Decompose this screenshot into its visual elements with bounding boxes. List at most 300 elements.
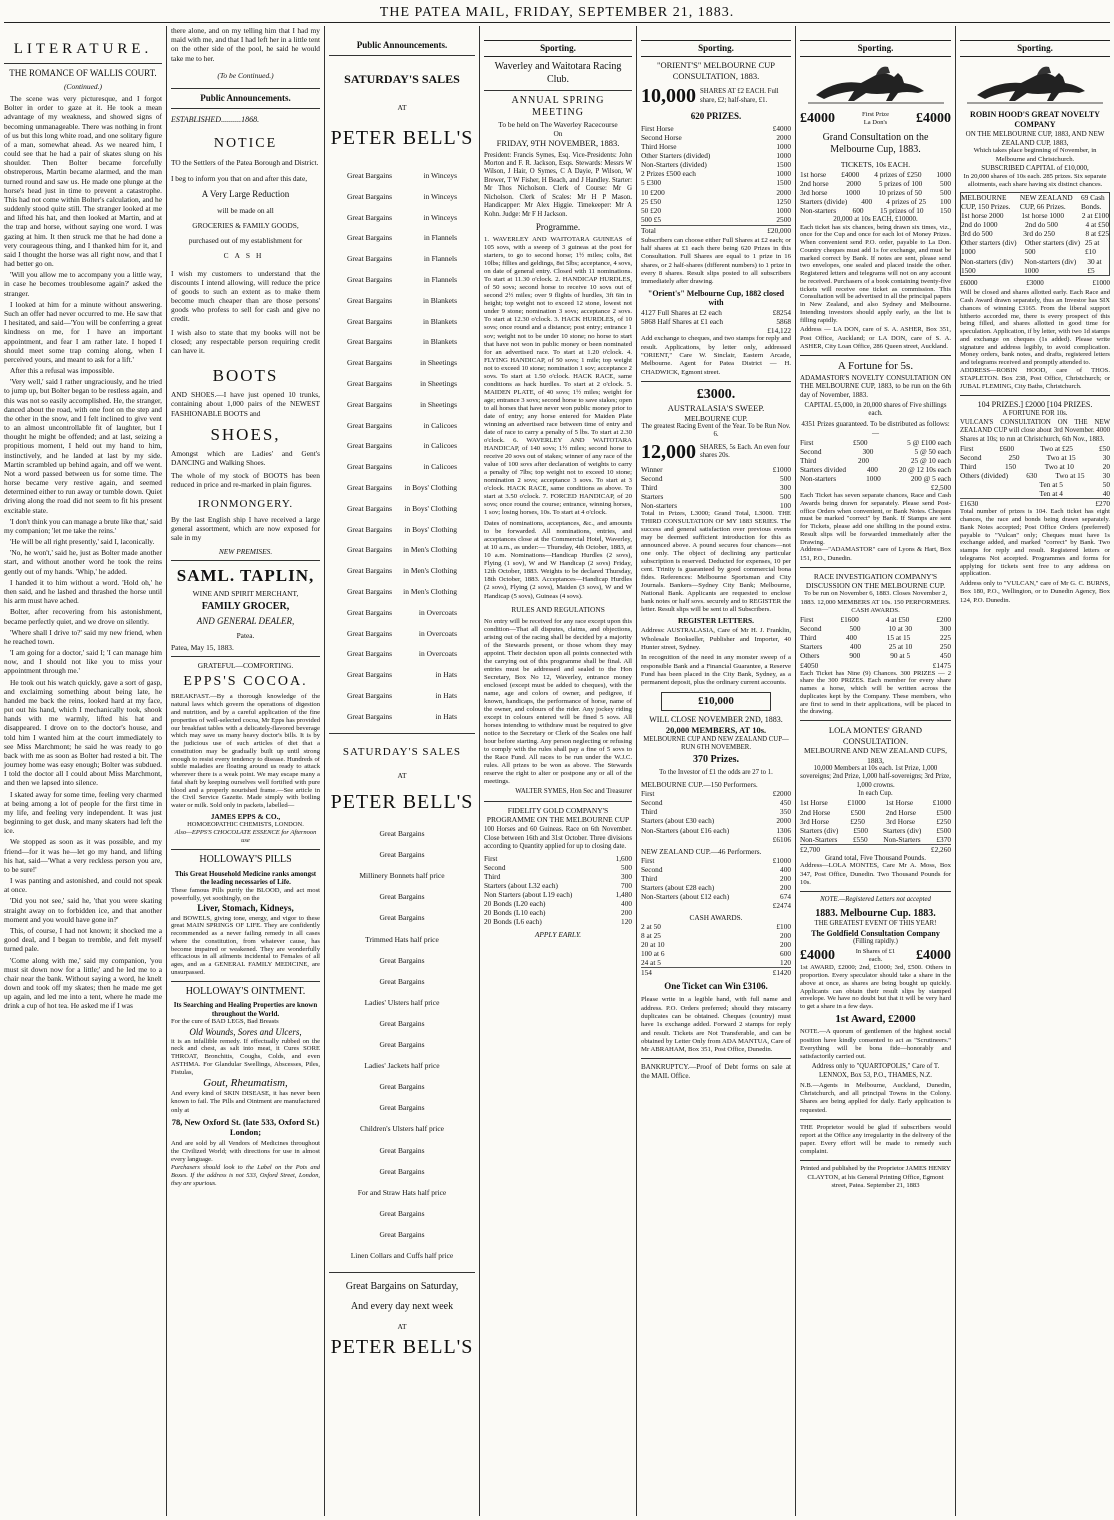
australasia-shares-text: SHARES, 5s Each. An even four shares 20s. [700, 443, 790, 460]
table-row [960, 444, 1110, 453]
table-cell: 1st Horse [885, 798, 914, 808]
bargain-row [329, 525, 475, 534]
table-row [484, 917, 632, 926]
table-cell: First [800, 437, 814, 447]
table-cell: 100 [780, 500, 791, 510]
mc-total: £6106 [772, 834, 791, 844]
table-cell: 600 [852, 205, 864, 215]
bargain-row [329, 712, 475, 721]
table-cell: 5 @ £100 each [907, 437, 951, 447]
table-cell: 1306 [776, 825, 791, 835]
paragraph: I skated away for some time, feeling very charmed at being among a lot of people for the first time in my life, and feeling very independent. It was just beginning to get dusk, and many skaters had left the ice. [4, 789, 162, 836]
bargain-cell: in Boys' Clothing [404, 482, 457, 492]
holloway-ointment-heading: HOLLOWAY'S OINTMENT. [185, 985, 306, 997]
greatest-line: THE GREATEST EVENT OF THIS YEAR! [814, 920, 937, 928]
table-cell: 2nd horse [800, 178, 829, 188]
table-cell: 15 prizes of 10 [879, 205, 924, 215]
label: 154 [641, 968, 652, 978]
table-row [484, 908, 632, 917]
table-row [961, 238, 1109, 256]
bargain-row [329, 504, 475, 513]
vulcan-table [960, 444, 1110, 498]
lola-sub: MELBOURNE AND NEW ZEALAND CUPS, 1883, [804, 746, 947, 765]
boots-text: AND SHOES.—I have just opened 10 trunks, containing about 1,000 pairs of the NEWEST FASHIONABLE BOOTS and [171, 390, 320, 418]
bargain-row: Great Bargains [379, 1018, 425, 1028]
cash-title: CASH AWARDS. [689, 912, 743, 922]
bargain-cell: in Blankets [423, 337, 457, 347]
bargain-cell: Great Bargains [347, 711, 393, 721]
bargain-row [329, 317, 475, 326]
vulcan-totals [960, 498, 1110, 508]
table-row [961, 211, 1109, 220]
value: £1420 [772, 968, 791, 978]
table-cell: Second [641, 864, 663, 874]
bargain-cell: Great Bargains [347, 586, 393, 596]
fortune-line: A FORTUNE FOR 10s. [1002, 410, 1068, 418]
table-cell: First [641, 789, 655, 799]
epps-heading: EPPS'S COCOA. [183, 674, 308, 690]
racehorse-icon [965, 61, 1105, 107]
table-cell: 200 [621, 907, 632, 917]
table-cell: £600 [999, 444, 1015, 454]
table-row [641, 124, 791, 133]
investor-line: To the Investor of £1 the odds are 27 to 1. [659, 768, 773, 776]
table-cell: NEW ZEALAND CUP, 66 Prizes. [1019, 193, 1073, 212]
table-cell: Ten at 4 [1039, 489, 1063, 499]
bargain-row: Great Bargains [379, 892, 425, 902]
table-row [800, 465, 951, 474]
mc-title: MELBOURNE CUP.—150 Performers. [641, 780, 758, 790]
table-cell: £200 [936, 615, 951, 625]
table-row [641, 892, 791, 901]
divider [800, 567, 951, 568]
orient-shares-text: SHARES AT £2 EACH. Full share, £2; half-share, £1. [700, 88, 779, 104]
reduction-sub: will be made on all [217, 205, 274, 215]
bargain-row: Trimmed Hats half price [365, 934, 439, 944]
table-row [641, 178, 791, 187]
table-cell: 24 at 5 [641, 958, 661, 968]
bargain-cell: in Men's Clothing [403, 586, 457, 596]
race-investigation-heading: RACE INVESTIGATION COMPANY'S DISCUSSION ON THE MELBOURNE CUP. [805, 571, 946, 591]
bargain-row [329, 358, 475, 367]
mc-table [641, 789, 791, 834]
table-cell: £370 [936, 834, 951, 844]
boots-heading: BOOTS [212, 366, 279, 386]
bargain-cell: in Winceys [423, 191, 457, 201]
table-row [960, 462, 1110, 471]
bargain-cell: in Calicoes [423, 441, 457, 451]
orient-title: "ORIENT'S" MELBOURNE CUP CONSULTATION, 1883. [656, 60, 776, 81]
table-cell: £8254 [772, 308, 791, 318]
table-row [641, 958, 791, 967]
orient-text: Subscribers can choose either Full Shares at £2 each; or half shares at £1 each there being 620 Prizes in this Consultation. Full Shares are equal to 1 prize in 16 shares, or 2 half-shares (different numbers) to 1 prize in every 8 shares. Result slips posted to all subscribers immediately after drawing. [641, 236, 791, 286]
table-row [800, 624, 951, 633]
table-cell: 1000 [866, 473, 881, 483]
one-ticket: One Ticket can Win £3106. [664, 981, 768, 992]
bargain-cell: Great Bargains [347, 233, 393, 243]
at-line: AT [397, 1321, 407, 1331]
bargain-row [329, 421, 475, 430]
table-row [800, 447, 951, 456]
vulcan-info: Total number of prizes is 104. Each ticket has eight chances, the race and bonds being drawn separately. Bank Notes accepted; Post Office Orders (preferred) payable to "Vulcan" only; Cheques must have 1s exchange added, and marked "correct" by Bank. Two stamps for reply and result. Registered letters or telegrams Not accepted. Programmes and forms for applying for tickets sent free to any address on application. [960, 508, 1110, 578]
table-cell: Starters [800, 642, 823, 652]
ironmongery-text: By the last English ship I have received a large general assortment, which are now exposed for sale in my [171, 515, 320, 543]
mc1883-heading: 1883. Melbourne Cup. 1883. [815, 907, 936, 919]
story-title: THE ROMANCE OF WALLIS COURT. [9, 67, 157, 78]
value: £270 [1095, 499, 1110, 509]
table-cell: Non-Starters (divided) [641, 160, 707, 170]
table-row [641, 133, 791, 142]
table-row [641, 826, 791, 835]
table-cell: 100 at 6 [641, 949, 665, 959]
bargain-row: Great Bargains [379, 976, 425, 986]
bargain-cell: Great Bargains [347, 607, 393, 617]
bargain-row: Great Bargains [379, 1040, 425, 1050]
bargain-row [329, 649, 475, 658]
table-cell: 1,600 [615, 853, 632, 863]
divider [800, 355, 951, 356]
will-close: WILL CLOSE NOVEMBER 2ND, 1883. [649, 715, 783, 725]
shoes-text: The whole of my stock of BOOTS has been reduced in price and re-marked in plain figures. [171, 471, 320, 490]
column-peter-bell [325, 26, 479, 1516]
table-row [641, 883, 791, 892]
table-cell: 5868 Half Shares at £1 each [641, 317, 724, 327]
table-row [800, 188, 951, 197]
table-cell: £500 [936, 807, 951, 817]
value: £3000 [1026, 278, 1044, 287]
table-row [961, 193, 1109, 211]
table-cell: 5 prizes of 100 [878, 178, 923, 188]
cash-heading: CASH [223, 251, 268, 261]
table-row [484, 863, 632, 872]
table-row [641, 188, 791, 197]
bargain-row: Millinery Bonnets half price [359, 871, 445, 881]
table-cell: 400 [846, 633, 857, 643]
bargain-row [329, 233, 475, 242]
table-cell: £550 [853, 834, 868, 844]
table-row [641, 931, 791, 940]
table-row [641, 160, 791, 169]
epps-also: Also—EPPS'S CHOCOLATE ESSENCE for Afternoon use [174, 829, 317, 845]
table-cell: 2000 [776, 133, 791, 143]
sores-text: it is an infallible remedy. If effectually rubbed on the neck and chest, as salt into meat, it Cures SORE THROAT, Bronchitis, Coughs, Colds, and even ASTHMA. For Glandular Swellings, Abscesses, Piles, Fistulas, [171, 1037, 320, 1076]
apply-early: APPLY EARLY. [534, 930, 582, 940]
table-cell: 3rd Horse [886, 816, 916, 826]
table-cell: 1000 [845, 187, 861, 197]
adamastor-table [800, 438, 951, 483]
table-row [800, 197, 951, 206]
la-don-amount: £4000 [916, 111, 951, 127]
table-cell: 500 £5 [641, 214, 662, 224]
value: £20,000 [767, 225, 791, 235]
table-cell: Non-starters (div) 1500 [961, 256, 1014, 275]
liver-line: Liver, Stomach, Kidneys, [197, 903, 294, 914]
table-cell: 2 at £100 [1081, 211, 1109, 221]
australasia-shares-row [641, 440, 791, 465]
divider [171, 88, 320, 89]
robin-text: Which takes place beginning of November, in Melbourne and Christchurch. [973, 147, 1097, 163]
table-cell: First [960, 444, 974, 454]
to-be-continued: (To be Continued.) [217, 70, 274, 80]
table-cell: 3rd Horse [800, 816, 829, 826]
address-line: 78, New Oxford St. (late 533, Oxford St.) London; [171, 1116, 320, 1138]
fortune-heading: A Fortune for 5s. [837, 359, 914, 372]
table-cell: 450 [780, 798, 791, 808]
orient-total: £14,122 [767, 326, 791, 336]
table-cell: £1000 [772, 855, 791, 865]
table-cell: 1500 [776, 160, 791, 170]
table-cell: First Horse [641, 124, 674, 134]
paragraph: After this a refusal was impossible. [10, 366, 115, 376]
section-heading: Public Announcements. [356, 40, 448, 50]
table-row [641, 807, 791, 816]
epps-company: JAMES EPPS & CO., [210, 811, 281, 821]
divider [171, 656, 320, 657]
bargain-cell: Great Bargains [347, 358, 393, 368]
table-row [641, 874, 791, 883]
sporting-heading: Sporting. [641, 40, 791, 57]
divider [171, 981, 320, 982]
bargain-cell: Great Bargains [347, 295, 393, 305]
table-cell: Non-Starters (about £12 each) [641, 891, 730, 901]
table-row [961, 229, 1109, 238]
table-cell: 300 [862, 446, 874, 456]
adamastor-text: ADAMASTOR'S NOVELTY CONSULTATION ON THE MELBOURNE CUP, 1883, to be run on the 6th day of November, 1883. [800, 373, 951, 399]
taplin-line: AND GENERAL DEALER, [196, 616, 295, 627]
adamastor-address: Address—"ADAMASTOR" care of Lyons & Hart, Box 151, P.O., Dunedin. [800, 546, 951, 562]
divider [171, 108, 320, 109]
table-cell: Other starters (div) 1000 [961, 238, 1017, 257]
table-cell: 1250 [776, 196, 791, 206]
bargain-row: Ladies' Jackets half price [364, 1061, 440, 1071]
table-cell: Starters (about £30 each) [641, 816, 715, 826]
table-cell: 20 Bonds (L6 each) [484, 916, 542, 926]
bargain-cell: Great Bargains [347, 524, 393, 534]
table-cell: 2000 [776, 187, 791, 197]
bargain-row: Great Bargains [379, 913, 425, 923]
table-row [641, 816, 791, 825]
table-cell: Non-starters (div) 1000 [1024, 256, 1077, 275]
table-row [484, 881, 632, 890]
table-cell: 15 at 15 [886, 633, 911, 643]
bargain-cell: Great Bargains [347, 545, 393, 555]
table-cell: £50 [1099, 444, 1110, 454]
australasia-amount: £3000. [696, 386, 736, 402]
table-cell: 2nd do 500 [1025, 220, 1058, 230]
meeting-heading: ANNUAL SPRING MEETING [511, 94, 605, 119]
lola-each: In each Cup. [858, 790, 893, 798]
club-title: Waverley and Waitotara Racing Club. [494, 61, 622, 85]
paragraph: We stopped as soon as it was possible, and my friend—for it was he—let go my hand, and lifting his hat, said—'What a very reckless person you are, to be sure!' [4, 837, 162, 874]
table-cell: 120 [780, 958, 791, 968]
table-row [484, 854, 632, 863]
cash-table [641, 922, 791, 967]
nz-title: NEW ZEALAND CUP.—46 Performers. [641, 846, 762, 856]
paragraph: 'I am going for a doctor,' said I; 'I can manage him now, and I should not like you to miss your appointment through me.' [4, 648, 162, 676]
table-cell: 25 @ 10 each [910, 455, 951, 465]
bargain-cell: in Boys' Clothing [404, 524, 457, 534]
prizes-heading: 620 PRIZES. [690, 111, 742, 122]
on-line: On [553, 128, 563, 138]
bargain-row [329, 545, 475, 554]
australasia-title: AUSTRALASIA'S SWEEP. [667, 403, 765, 414]
table-cell: 2nd Horse [800, 807, 831, 817]
table-cell: £250 [936, 816, 951, 826]
paragraph: I was panting and astonished, and could not speak at once. [4, 876, 162, 895]
bargain-cell: in Hats [435, 711, 457, 721]
bargain-row [329, 608, 475, 617]
table-row [800, 642, 951, 651]
table-cell: 8 at 25 [641, 931, 661, 941]
table-cell: 69 Cash Bonds. [1080, 193, 1105, 212]
table-cell: 3rd do 250 [1023, 229, 1055, 239]
lola-heading: LOLA MONTES' GRAND CONSULTATION. [828, 725, 923, 746]
goldfield-agents: N.B.—Agents in Melbourne, Auckland, Dunedin, Christchurch, and all principal Towns in the Colony. Shares are being applied for daily. Early application is requested. [800, 1082, 951, 1114]
table-cell: First [484, 853, 498, 863]
table-cell: £1600 [840, 615, 859, 625]
table-cell: 25 at £10 [1084, 238, 1100, 257]
bargain-row [329, 629, 475, 638]
p104-heading: 104 PRIZES.] £2000 [104 PRIZES. [977, 400, 1093, 410]
racehorse-icon [806, 61, 946, 107]
bargain-row: Great Bargains [379, 829, 425, 839]
table-row [800, 651, 951, 660]
la-don-amount: £4000 [800, 111, 835, 127]
groceries-line: GROCERIES & FAMILY GOODS, [192, 221, 299, 231]
table-cell: £500 [936, 825, 951, 835]
robin-capital: SUBSCRIBED CAPITAL of £10,000, [981, 163, 1089, 172]
bargain-row [329, 192, 475, 201]
table-cell: 20 Bonds (L10 each) [484, 907, 546, 917]
column-literature [0, 26, 166, 1516]
ri-total [800, 661, 951, 670]
gc-text: Each ticket has six chances, being drawn six times, viz., once for the Cup and once for each lot of Money Prizes. When convenient send P.O. order, payable to La Don. Country cheques must add 1s for exchange, and must be marked correct by Bank. If notes are sent, please send two envelopes, one sealed and placed inside the other. Registered letters and telegrams will not on any account be received. Purchasers of a book containing twenty-five tickets will receive one ticket as commission. This Consultation will be advertised in all the principal papers in New Zealand, and also Sydney and Melbourne. Intending investors should apply early, as the list is filling rapidly. [800, 223, 951, 324]
table-cell: 30 [1102, 471, 1110, 481]
bargain-cell: in Blankets [423, 295, 457, 305]
programme-heading: Programme. [535, 221, 581, 232]
divider [800, 891, 951, 892]
table-cell: 150 [1005, 462, 1016, 472]
table-cell: 200 [780, 882, 791, 892]
bargain-cell: Great Bargains [347, 420, 393, 430]
table-cell: Third Horse [641, 142, 677, 152]
table-cell: 1st horse 1000 [1021, 211, 1064, 221]
members-line: 20,000 MEMBERS, AT 10s. [665, 725, 767, 736]
bargain-cell: in Winceys [423, 171, 457, 180]
holloway-ointment-sub: Its Searching and Healing Properties are known throughout the World. [173, 1001, 318, 1018]
australasia-address: Address: AUSTRALASIA, Care of Mr H. J. Franklin, Wholesale Bookseller, Publisher and Importer, 40 Hunter street, Sydney. [641, 627, 791, 652]
column-announcements [167, 26, 324, 1516]
divider [800, 1160, 951, 1161]
holloway-pills-heading: HOLLOWAY'S PILLS [199, 854, 292, 866]
table-row [800, 179, 951, 188]
p370-heading: 370 Prizes. [692, 754, 740, 766]
divider [4, 63, 162, 64]
table-row [641, 856, 791, 865]
table-cell: 400 [850, 642, 861, 652]
australasia-text: Total in Prizes, L3000; Grand Total, L3000. THE THIRD CONSULTATION OF MY 1883 SERIES. The success and general satisfaction over previous events may be deemed sufficient introduction for this as announced above. A pound secures four chances—not one only. The object of declining any particular subscription is reserved. Deducted for expenses, 10 per cent. Trinity is guaranteed by good commercial bona fides. References: Melbourne Sportsman and City Journals. Bankers—Sydney City Bank; Melbourne, National Bank. Applicants are requested to enclose bank notes or half sovs. securely and to REGISTER the letter. Result slips will be sent to all Subscribers. [641, 509, 791, 614]
sales-heading: SATURDAY'S SALES [342, 745, 462, 758]
peter-bell-heading: PETER BELL'S [330, 791, 474, 814]
table-cell: 8 at £25 [1085, 229, 1109, 239]
table-cell: 4 prizes of 25 [886, 196, 927, 206]
sporting-heading: Sporting. [960, 40, 1110, 57]
bargain-cell: Great Bargains [347, 171, 393, 180]
fidelity-sub: 100 Horses and 60 Guineas. Race on 6th November. Close between 16th and 31st October. Three divisions according to Quantity applied for up to closing date. [484, 826, 632, 851]
table-cell: 5868 [776, 317, 791, 327]
table-cell: 10 at 30 [888, 624, 913, 634]
table-cell: Non-Starters [883, 834, 921, 844]
bargain-row [329, 462, 475, 471]
table-row [484, 890, 632, 899]
bargain-cell: Great Bargains [347, 212, 393, 222]
table-cell: 400 [866, 464, 878, 474]
paragraph: 'Did you not see,' said he, 'that you were skating straight away on to forbidden ice, and that another moment and you would have gone in?' [4, 896, 162, 924]
table-row [641, 922, 791, 931]
table-cell: Third [641, 482, 658, 492]
table-row [961, 220, 1109, 229]
bargain-cell: Great Bargains [347, 690, 393, 700]
bargain-row [329, 566, 475, 575]
table-cell: 500 [940, 178, 951, 188]
literature-heading: LITERATURE. [13, 41, 153, 57]
table-cell: 10 £200 [641, 187, 665, 197]
divider [171, 560, 320, 561]
table-row [800, 835, 951, 844]
robin-text: In 20,000 shares of 10s each. 285 prizes. Six separate allotments, each share having six distinct chances. [963, 172, 1107, 188]
table-cell: Non-Starters (about £16 each) [641, 825, 730, 835]
australasia-text: The greatest Racing Event of the Year. To be Run Nov. 6. [641, 423, 791, 439]
programme-text: 1. WAVERLEY AND WAITOTARA GUINEAS of 105 sovs, with a sweep of 3 guineas at the post for starters, to go to second horse; 1½ miles; colts, 8st 10lbs; fillies and geldings, 8st 5lbs; acceptance, 4 sovs, on date of general entry. Closed with 11 nominations. To start at 11.30 o'clock. 2. HANDICAP HURDLES, of 50 sovs; second horse to receive 10 sovs out of second 2½ miles; over 9 flights of hurdles, 3ft 6in in height; top weight not to exceed 12 stone, lowest not under 9 stone; nomination 3 sovs; acceptance 2 sovs. To start at 12.30 o'clock. 3. HACK HURDLES, of 10 sovs; once round and a distance; post entry; entrance 1 sov; weight not to be under 10 stone; no horse to start that have not won in public money or been nominated for an advertised race. To start at 1.20 o'clock. 4. FLYING HANDICAP, of 50 sovs; 1 mile; top weight not to exceed 10 stone; nomination 1 sov; acceptance 2 sovs. To start at 1.50 o'clock. HACK RACE, same conditions as hack hurdles. To start at 2 o'clock. 5. MAIDEN PLATE, of 40 sovs; 1½ miles; weight for age; entrance 3 sovs; second horse to save stakes; open to all horses that have never won public money prior to date of entry; any horse entered for Maiden Plate winning an advertised race between time of entry and date of race to carry a penalty of 5 lbs. To start at 2.30 o'clock. 6. WAVERLEY AND WAITOTARA HANDICAP, of 140 sovs; 1½ miles; second horse to receive 20 sovs out of stakes; winner of any race of the value of 100 sovs after declaration of weights to carry a penalty of 7lbs; top weight not to exceed 10 stone; nomination 2 sovs; acceptance 3 sovs. To start at 3 o'clock. HACK RACE, same conditions as above. To start at 3.50 o'clock. 7. FORCED HANDICAP, of 20 sovs; once round the course; entrance, winning horses, 1 sov; losing horses, 10s. To start at 4 o'clock. [484, 236, 632, 517]
table-cell: 1000 [776, 142, 791, 152]
paragraph: 'Come along with me,' said my companion, 'you must sit down now for a little;' and he led me to a chair near the bank. Without saying a word, he knelt down and took off my skates; then he made me get up again, and led me into a tent, where he made me drink a cup of hot tea. He asked me if I was [4, 955, 162, 1011]
table-cell: 1000 [776, 151, 791, 161]
australasia-table [641, 465, 791, 510]
bargain-cell: in Overcoats [418, 649, 457, 659]
table-row [641, 317, 791, 326]
section-heading: Public Announcements. [200, 92, 291, 103]
bargain-list [329, 829, 475, 1260]
table-cell: 1st Horse [800, 798, 828, 808]
table-cell: £500 [852, 437, 868, 447]
divider [484, 801, 632, 802]
table-cell: 3rd do 500 [961, 229, 993, 239]
table-cell: 4 at £50 [885, 615, 910, 625]
australasia-text: In recognition of the need in any monster sweep of a responsible Bank and a Financial Guarantee, a Reserve Fund has been placed in the City Bank, Sydney, as a permanent deposit, plus the ordinary current accounts. [641, 654, 791, 687]
table-cell: Second Horse [641, 133, 682, 143]
table-cell: £4000 [841, 169, 860, 179]
table-cell: 1000 [936, 169, 951, 179]
table-cell: Non-starters [800, 205, 837, 215]
table-cell: Second [641, 798, 663, 808]
gout-text: And every kind of SKIN DISEASE, it has never been known to fail. The Pills and Ointment are manufactured only at [171, 1090, 320, 1114]
table-cell: Third [641, 807, 658, 817]
bargain-cell: in Sheetings [420, 358, 457, 368]
rules-heading: RULES AND REGULATIONS [511, 604, 605, 614]
table-cell: Starters (divide) [800, 196, 848, 206]
notice-para: I wish also to state that my books will not be closed; any respectable person requiring credit can have it. [171, 327, 320, 355]
table-cell: £1000 [772, 464, 791, 474]
table-cell: Third [641, 873, 658, 883]
officers-text: President: Francis Symes, Esq. Vice-Presidents: John Morton and F. R. Jackson, Esqs. Stewards: Messrs W Wilson, J Hair, O Symes, C A Dayie, P Wilson, W Brewer, T W Fisher, H Beach, and J Handley. Starter: Mr Thos Nicholson. Clerk of Course: Mr G Nicholson. Clerk of Scales: Mr H P Mason. Handicapper: Mr Alex Higgie. Timekeeper: Mr A Kohn. Judge: Mr F H Jackson. [484, 151, 632, 218]
filling-line: (Filling rapidly.) [853, 938, 898, 946]
table-cell: 300 [940, 624, 951, 634]
notice-para: I wish my customers to understand that the discounts I intend allowing, will reduce the price of goods to such an extent as to make them become much cheaper than are those persons' goods who profess to sell for cash and give no credit. [171, 268, 320, 324]
bargain-cell: Great Bargains [347, 254, 393, 264]
lola-totals [800, 844, 951, 854]
table-row [641, 142, 791, 151]
goldfield-shares: In Shares of £1 each. [855, 947, 896, 963]
